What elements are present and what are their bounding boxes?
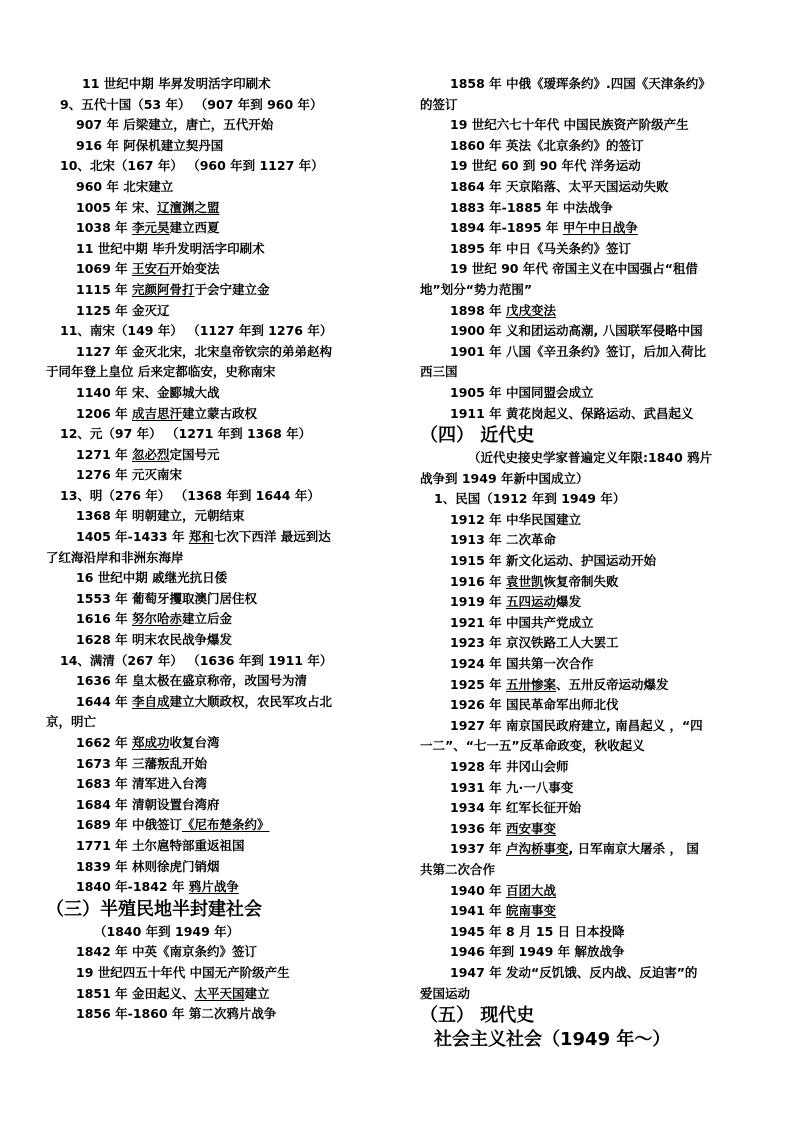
line-text: , 日军南京大屠杀 ， 国 [568, 841, 699, 857]
line-text: 1683 年 清军进入台湾 [76, 776, 207, 792]
section-heading [420, 1004, 750, 1028]
line-text: 1941 年 [450, 903, 506, 919]
timeline-line [420, 259, 750, 280]
line-text: 19 世纪六七十年代 中国民族资产阶级产生 [450, 117, 689, 133]
timeline-line [46, 774, 386, 795]
timeline-line [420, 342, 750, 363]
line-text: 西三国 [420, 364, 458, 380]
timeline-line [46, 301, 386, 322]
line-text: 1840 年-1842 年 [76, 879, 189, 895]
timeline-line [420, 115, 750, 136]
timeline-line [420, 362, 750, 383]
line-text: 1898 年 [450, 302, 506, 318]
line-text: 1900 年 义和团运动高潮, 八国联军侵略中国 [450, 323, 703, 339]
underlined-term: 鸦片战争 [188, 879, 239, 895]
underlined-term: 百团大战 [506, 882, 557, 898]
timeline-line [46, 836, 386, 857]
underlined-term: 袁世凯 [506, 573, 544, 589]
line-text: 定国号元 [169, 446, 220, 462]
timeline-line [420, 301, 750, 322]
line-text: 1856 年-1860 年 第二次鸦片战争 [76, 1006, 277, 1022]
timeline-line [420, 901, 750, 922]
line-text: （1840 年到 1949 年） [94, 923, 240, 939]
section-heading [46, 898, 386, 922]
timeline-line [46, 362, 386, 383]
line-text: 1864 年 天京陷落、太平天国运动失败 [450, 178, 669, 194]
line-text: 11、南宋（149 年） （1127 年到 1276 年） [60, 323, 333, 339]
line-text: 七次下西洋 最远到达 [213, 529, 331, 545]
line-text: 1616 年 [76, 611, 132, 627]
line-text: 1860 年 英法《北京条约》的签订 [450, 137, 644, 153]
line-text: 1921 年 中国共产党成立 [450, 614, 594, 630]
line-text: 1916 年 [450, 573, 506, 589]
timeline-line [46, 445, 386, 466]
timeline-line [46, 630, 386, 651]
line-text: 的签订 [420, 96, 458, 112]
underlined-term: 王安石 [132, 261, 170, 277]
timeline-line [420, 881, 750, 902]
timeline-line [46, 877, 386, 898]
timeline-line [46, 383, 386, 404]
timeline-line [420, 757, 750, 778]
line-text: 1673 年 三藩叛乱开始 [76, 755, 207, 771]
line-text: 1926 年 国民革命军出师北伐 [450, 697, 619, 713]
timeline-line [420, 218, 750, 239]
line-text: 1038 年 [76, 220, 132, 236]
timeline-line [420, 469, 750, 490]
timeline-line [420, 860, 750, 881]
line-text: 建立蒙古政权 [182, 405, 258, 421]
line-text: 1894 年-1895 年 [450, 220, 563, 236]
line-text: （三）半殖民地半封建社会 [46, 898, 262, 920]
line-text: 1912 年 中华民国建立 [450, 511, 581, 527]
line-text: 收复台湾 [169, 735, 220, 750]
timeline-line [420, 922, 750, 943]
line-text: （五） 现代史 [420, 1005, 535, 1027]
line-text: 1368 年 明朝建立，元朝结束 [76, 508, 245, 524]
timeline-line [420, 798, 750, 819]
left-column [46, 74, 386, 1025]
line-text: 1925 年 [450, 676, 506, 692]
line-text: 共第二次合作 [420, 861, 496, 877]
timeline-line [46, 177, 386, 198]
line-text: 1276 年 元灭南宋 [76, 467, 182, 483]
underlined-term: 郑成功 [132, 735, 170, 750]
timeline-line [420, 383, 750, 404]
line-text: 11 世纪中期 毕升发明活字印刷术 [76, 240, 265, 256]
timeline-line [420, 489, 750, 510]
line-text: 1945 年 8 月 15 日 日本投降 [450, 923, 625, 939]
timeline-line [46, 74, 386, 95]
timeline-line [46, 259, 386, 280]
line-text: 建立大顺政权，农民军攻占北 [169, 693, 333, 709]
underlined-term: 西安事变 [506, 820, 557, 836]
right-column [420, 74, 750, 1052]
line-text: 、五卅反帝运动爆发 [556, 676, 669, 692]
line-text: 1923 年 京汉铁路工人大罢工 [450, 635, 619, 651]
line-text: 16 世纪中期 戚继光抗日倭 [76, 570, 228, 586]
underlined-term: 甲午中日战争 [562, 220, 638, 236]
line-text: 13、明（276 年） （1368 年到 1644 年） [60, 487, 320, 503]
line-text: 战争到 1949 年新中国成立） [420, 470, 589, 486]
timeline-line [46, 922, 386, 943]
line-text: 1946 年到 1949 年 解放战争 [450, 944, 625, 960]
line-text: 1140 年 宋、金郾城大战 [76, 384, 220, 400]
underlined-term: 卢沟桥事变 [506, 841, 569, 857]
timeline-line [420, 839, 750, 860]
line-text: 1911 年 黄花岗起义、保路运动、武昌起义 [450, 405, 694, 421]
line-text: 19 世纪 60 到 90 年代 洋务运动 [450, 158, 641, 174]
timeline-line [420, 819, 750, 840]
line-text: 建立后金 [182, 611, 233, 627]
timeline-line [420, 572, 750, 593]
line-text: 爱国运动 [420, 985, 471, 1001]
timeline-line [46, 321, 386, 342]
timeline-line [46, 984, 386, 1005]
timeline-line [420, 984, 750, 1005]
timeline-line [420, 654, 750, 675]
line-text: 1919 年 [450, 594, 506, 610]
section-heading [420, 1028, 750, 1052]
line-text: 19 世纪 90 年代 帝国主义在中国强占“租借 [450, 261, 698, 277]
timeline-line [46, 712, 386, 733]
timeline-line [420, 530, 750, 551]
timeline-line [46, 506, 386, 527]
underlined-term: 李自成 [132, 693, 170, 709]
timeline-line [420, 280, 750, 301]
line-text: 1928 年 井冈山会师 [450, 759, 569, 774]
timeline-line [46, 857, 386, 878]
timeline-line [420, 778, 750, 799]
line-text: 地”划分“势力范围” [420, 281, 533, 297]
line-text: 1125 年 金灭辽 [76, 302, 170, 318]
line-text: （四） 近代史 [420, 425, 535, 447]
line-text: （近代史接史学家普遍定义年限:1840 鸦片 [468, 450, 713, 466]
timeline-line [46, 424, 386, 445]
timeline-line [420, 239, 750, 260]
line-text: 1271 年 [76, 446, 132, 462]
timeline-line [46, 692, 386, 713]
timeline-line [46, 95, 386, 116]
line-text: 1934 年 红军长征开始 [450, 800, 581, 816]
timeline-line [420, 156, 750, 177]
line-text: 1689 年 中俄签订 [76, 817, 182, 833]
timeline-line [46, 486, 386, 507]
timeline-line [46, 136, 386, 157]
timeline-line [420, 592, 750, 613]
line-text: 建立西夏 [169, 220, 220, 236]
line-text: 1940 年 [450, 882, 506, 898]
underlined-term: 戊戌变法 [506, 302, 557, 318]
line-text: 1206 年 [76, 405, 132, 421]
line-text: 京，明亡 [46, 714, 97, 730]
line-text: 于同年登上皇位 后来定都临安，史称南宋 [46, 364, 276, 380]
line-text: 开始变法 [169, 261, 220, 277]
section-heading [420, 424, 750, 448]
line-text: 1005 年 宋、 [76, 199, 157, 215]
line-text: 1115 年 [76, 281, 132, 297]
timeline-line [46, 795, 386, 816]
timeline-line [46, 156, 386, 177]
line-text: 1553 年 葡萄牙攫取澳门居住权 [76, 590, 257, 606]
timeline-line [46, 1004, 386, 1025]
line-text: 1883 年-1885 年 中法战争 [450, 199, 613, 215]
line-text: 1771 年 土尔扈特部重返祖国 [76, 837, 245, 853]
timeline-line [46, 404, 386, 425]
timeline-line [46, 754, 386, 775]
timeline-line [420, 716, 750, 737]
line-text: 1901 年 八国《辛丑条约》签订，后加入荷比 [450, 343, 706, 359]
timeline-line [420, 74, 750, 95]
underlined-term: 太平天国 [194, 985, 245, 1001]
timeline-line [46, 589, 386, 610]
timeline-line [420, 321, 750, 342]
line-text: 1851 年 金田起义、 [76, 985, 195, 1001]
timeline-line [46, 548, 386, 569]
line-text: 于会宁建立金 [194, 281, 270, 297]
timeline-line [46, 342, 386, 363]
timeline-line [420, 510, 750, 531]
line-text: 1405 年-1433 年 [76, 529, 189, 545]
line-text: 1858 年 中俄《瑷珲条约》.四国《天津条约》 [450, 76, 711, 91]
line-text: 1628 年 明末农民战争爆发 [76, 632, 232, 648]
timeline-line [46, 963, 386, 984]
timeline-line [46, 115, 386, 136]
underlined-term: 《尼布楚条约》 [182, 817, 270, 833]
underlined-term: 郑和 [188, 529, 214, 545]
timeline-line [46, 733, 386, 754]
line-text: 907 年 后梁建立，唐亡，五代开始 [76, 117, 274, 133]
timeline-line [420, 404, 750, 425]
line-text: 1924 年 国共第一次合作 [450, 656, 594, 672]
timeline-line [420, 942, 750, 963]
underlined-term: 皖南事变 [506, 903, 557, 919]
timeline-line [420, 198, 750, 219]
timeline-line [420, 613, 750, 634]
line-text: 1937 年 [450, 841, 506, 857]
timeline-line [46, 239, 386, 260]
timeline-line [46, 218, 386, 239]
line-text: 10、北宋（167 年） （960 年到 1127 年） [60, 158, 324, 174]
underlined-term: 辽澶渊之盟 [157, 199, 220, 215]
line-text: 恢复帝制失败 [543, 573, 619, 589]
timeline-line [46, 465, 386, 486]
timeline-line [46, 280, 386, 301]
line-text: 19 世纪四五十年代 中国无产阶级产生 [76, 964, 290, 980]
line-text: 1936 年 [450, 820, 506, 836]
timeline-line [46, 651, 386, 672]
timeline-line [46, 568, 386, 589]
underlined-term: 忽必烈 [132, 446, 170, 462]
timeline-line [46, 815, 386, 836]
line-text: 9、五代十国（53 年） （907 年到 960 年） [60, 96, 323, 112]
line-text: 1684 年 清朝设置台湾府 [76, 796, 220, 812]
underlined-term: 成吉思汗 [132, 405, 183, 421]
line-text: 1127 年 金灭北宋，北宋皇帝钦宗的弟弟赵构 [76, 343, 332, 359]
timeline-line [420, 963, 750, 984]
line-text: 1895 年 中日《马关条约》签订 [450, 240, 631, 256]
timeline-line [46, 609, 386, 630]
timeline-line [420, 736, 750, 757]
timeline-line [46, 198, 386, 219]
line-text: 1913 年 二次革命 [450, 532, 556, 548]
line-text: 1069 年 [76, 261, 132, 277]
timeline-line [420, 633, 750, 654]
line-text: 1662 年 [76, 735, 132, 750]
line-text: 1931 年 九·一八事变 [450, 779, 574, 795]
line-text: 12、元（97 年） （1271 年到 1368 年） [60, 426, 312, 442]
timeline-line [420, 695, 750, 716]
line-text: 1915 年 新文化运动、护国运动开始 [450, 553, 656, 569]
timeline-line [420, 551, 750, 572]
line-text: 1905 年 中国同盟会成立 [450, 384, 594, 400]
line-text: 1636 年 皇太极在盛京称帝，改国号为清 [76, 673, 307, 689]
timeline-line [420, 448, 750, 469]
line-text: 1644 年 [76, 693, 132, 709]
line-text: 14、满清（267 年） （1636 年到 1911 年） [60, 652, 333, 668]
underlined-term: 努尔哈赤 [132, 611, 183, 627]
line-text: 916 年 阿保机建立契丹国 [76, 137, 224, 153]
timeline-line [420, 675, 750, 696]
line-text: 11 世纪中期 毕昇发明活字印刷术 [82, 76, 271, 91]
timeline-line [46, 942, 386, 963]
line-text: 爆发 [556, 594, 582, 610]
timeline-line [46, 527, 386, 548]
line-text: 1、民国（1912 年到 1949 年） [434, 491, 626, 507]
line-text: 了红海沿岸和非洲东海岸 [46, 549, 184, 565]
timeline-line [46, 671, 386, 692]
underlined-term: 完颜阿骨打 [132, 281, 195, 297]
line-text: 社会主义社会（1949 年～） [434, 1029, 671, 1051]
line-text: 1842 年 中英《南京条约》签订 [76, 944, 257, 960]
line-text: 1839 年 林则徐虎门销烟 [76, 858, 220, 874]
timeline-line [420, 136, 750, 157]
line-text: 1947 年 发动“反饥饿、反内战、反迫害”的 [450, 964, 698, 980]
line-text: 1927 年 南京国民政府建立, 南昌起义 ，“四 [450, 717, 703, 733]
line-text: 一二”、“七一五”反革命政变，秋收起义 [420, 738, 645, 754]
line-text: 建立 [244, 985, 270, 1001]
underlined-term: 五四运动 [506, 594, 557, 610]
timeline-line [420, 95, 750, 116]
underlined-term: 李元昊 [132, 220, 170, 236]
timeline-line [420, 177, 750, 198]
underlined-term: 五卅惨案 [506, 676, 557, 692]
line-text: 960 年 北宋建立 [76, 178, 174, 194]
